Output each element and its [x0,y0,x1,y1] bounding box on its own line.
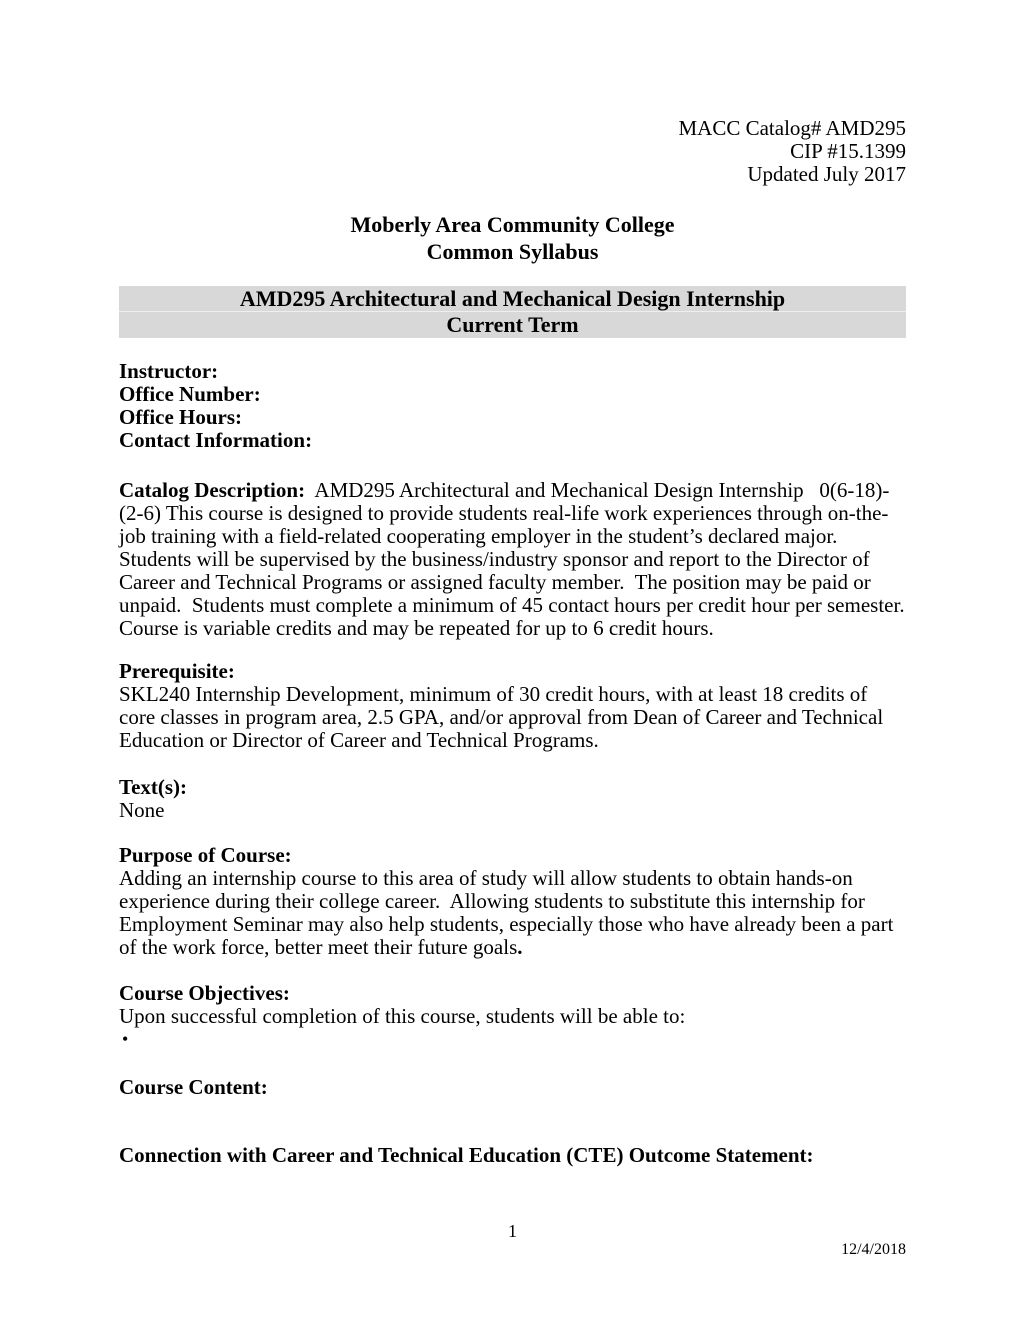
prerequisite-label: Prerequisite: [119,659,235,683]
syllabus-subtitle: Common Syllabus [426,239,599,264]
course-banner [119,286,906,338]
texts-section [119,776,906,822]
instructor-info-block [119,360,906,452]
text-line: Office Number: [119,382,261,406]
text-line: Instructor: [119,359,219,383]
catalog-description-label: Catalog Description: [119,478,306,502]
catalog-header [119,0,906,186]
text-line: Office Hours: [119,405,243,429]
objectives-intro: Upon successful completion of this course, students will be able to: [119,1004,686,1028]
course-banner-title: AMD295 Architectural and Mechanical Design Internship [119,286,906,312]
text-line: Contact Information: [119,428,313,452]
page-number: 1 [508,1221,517,1241]
course-content-section [119,1076,906,1099]
purpose-section [119,844,906,959]
prerequisite-text: SKL240 Internship Development, minimum of 30 credit hours, with at least 18 credits of core classes in program area, 2.5 GPA, and/or approval from Dean of Career and Technical Education or Director of Career and Technical Programs. [119,682,889,752]
course-banner-term: Current Term [119,312,906,338]
objectives-label: Course Objectives: [119,981,290,1005]
purpose-text-body: Adding an internship course to this area of study will allow students to obtain hands-on experience during their college career. Allowing students to substitute this internship for Employment Seminar may also help students, especially those who have already been a part of the work force, better meet their future goals [119,866,899,959]
footer-date: 12/4/2018 [841,1241,906,1258]
purpose-text [119,867,906,959]
cip-number: CIP #15.1399 [790,139,906,163]
texts-label: Text(s): [119,775,188,799]
texts-value: None [119,798,165,822]
document-page [119,0,916,1167]
catalog-number: MACC Catalog# AMD295 [678,116,906,140]
purpose-text-period: . [517,935,523,959]
bullet-icon: • [122,1029,129,1049]
cte-label: Connection with Career and Technical Education (CTE) Outcome Statement: [119,1143,814,1167]
document-title [119,211,906,265]
purpose-label: Purpose of Course: [119,843,292,867]
catalog-description-paragraph [119,478,916,640]
prerequisite-section [119,660,906,752]
objectives-bullet-item [119,1028,906,1051]
updated-date: Updated July 2017 [747,162,906,186]
college-name: Moberly Area Community College [350,212,675,237]
cte-section [119,1144,906,1167]
objectives-section [119,982,906,1051]
course-content-label: Course Content: [119,1075,268,1099]
catalog-description-text: AMD295 Architectural and Mechanical Design Internship 0(6-18)-(2-6) This course is designed to provide students real-life work experiences through on-the-job training with a field-related cooperating employer in the student’s declared major. Students will be supervised by the business/industry sponsor and report to the Director of Career and Technical Programs or assigned faculty member. The position may be paid or unpaid. Students must complete a minimum of 45 contact hours per credit hour per semester. Course is variable credits and may be repeated for up to 6 credit hours. [119,478,916,640]
